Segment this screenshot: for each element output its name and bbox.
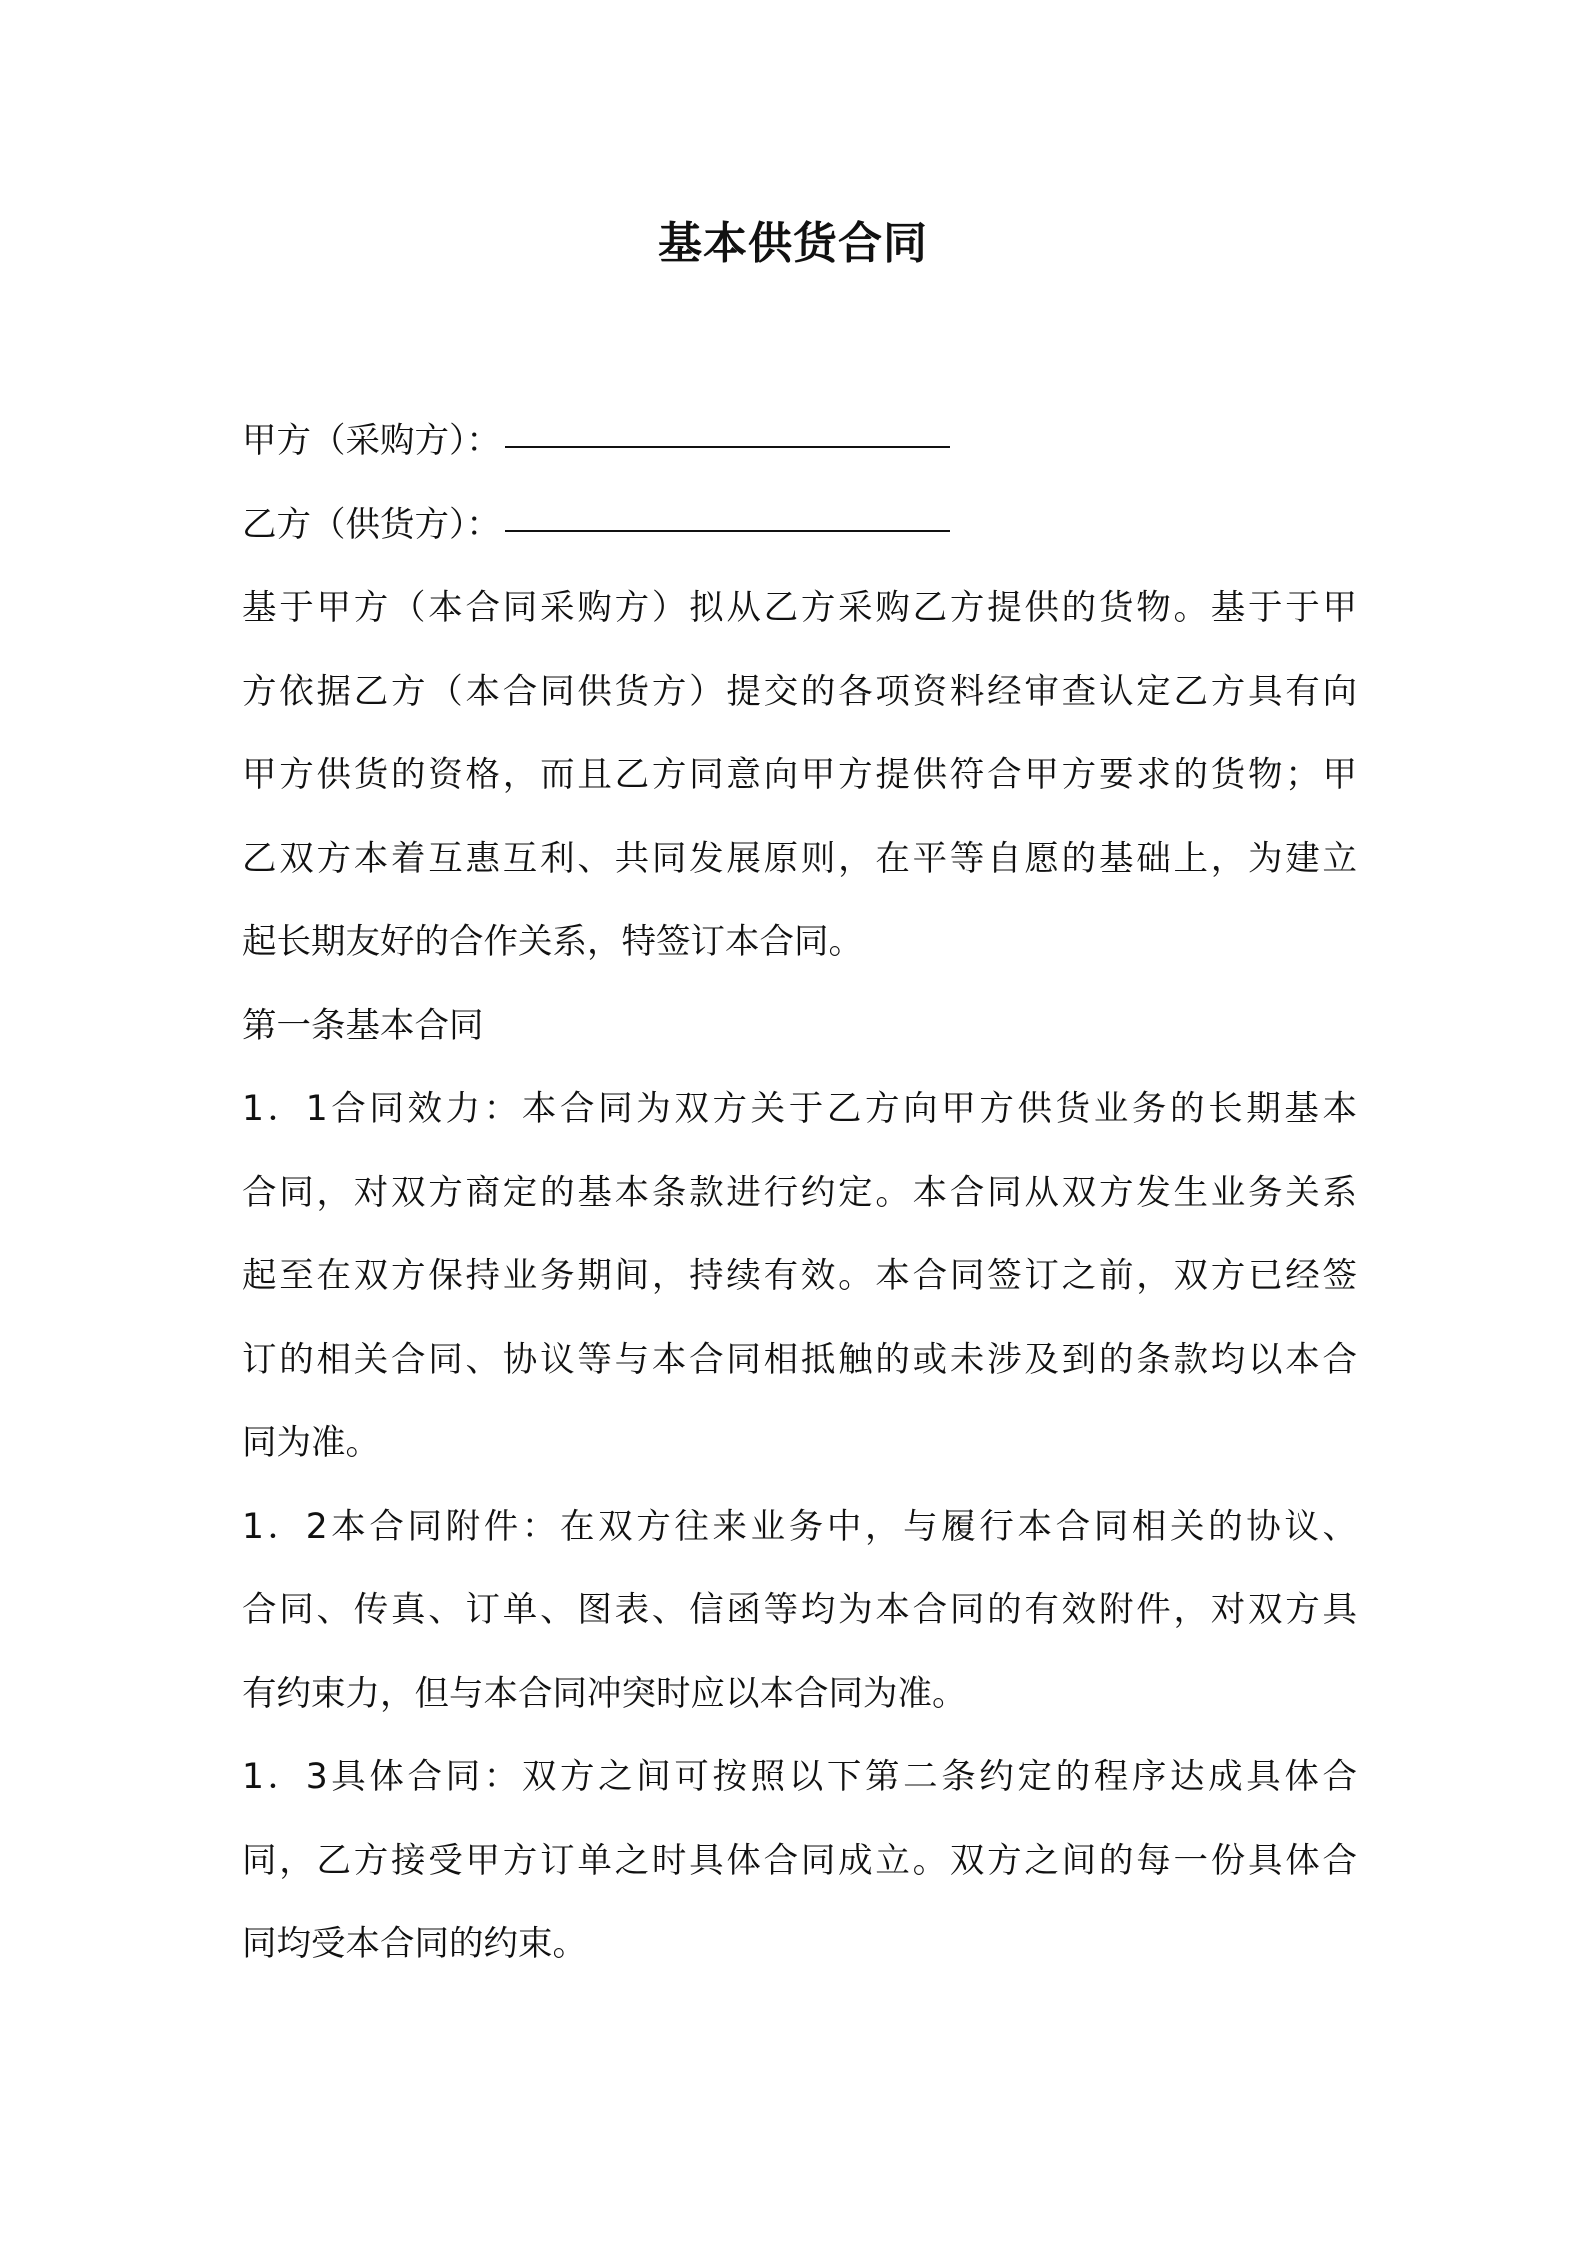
text-line: 甲方供货的资格，而且乙方同意向甲方提供符合甲方要求的货物；甲 (242, 755, 1357, 795)
party-b-blank (505, 494, 950, 532)
text-line: 同为准。 (242, 1423, 380, 1463)
text-line: 1．1合同效力：本合同为双方关于乙方向甲方供货业务的长期基本 (242, 1089, 1357, 1129)
party-b-line (242, 484, 1357, 568)
text-line: 起长期友好的合作关系，特签订本合同。 (242, 922, 863, 962)
text-line: 合同、传真、订单、图表、信函等均为本合同的有效附件，对双方具 (242, 1590, 1357, 1630)
text-line: 有约束力，但与本合同冲突时应以本合同为准。 (242, 1673, 967, 1714)
text-line: 1．3具体合同：双方之间可按照以下第二条约定的程序达成具体合 (242, 1757, 1357, 1797)
document-body (242, 400, 1357, 1987)
text-line: 同，乙方接受甲方订单之时具体合同成立。双方之间的每一份具体合 (242, 1840, 1357, 1881)
document-title: 基本供货合同 (658, 218, 928, 269)
text-line: 乙双方本着互惠互利、共同发展原则，在平等自愿的基础上，为建立 (242, 838, 1357, 879)
text-line: 同均受本合同的约束。 (242, 1924, 587, 1964)
party-b-label: 乙方（供货方）： (242, 504, 501, 545)
section-heading: 第一条基本合同 (242, 1005, 484, 1046)
text-line: 基于甲方（本合同采购方）拟从乙方采购乙方提供的货物。基于于甲 (242, 588, 1357, 628)
text-line: 合同，对双方商定的基本条款进行约定。本合同从双方发生业务关系 (242, 1172, 1357, 1213)
party-a-line (242, 400, 1357, 484)
text-line: 起至在双方保持业务期间，持续有效。本合同签订之前，双方已经签 (242, 1256, 1357, 1296)
text-line: 1．2本合同附件：在双方往来业务中，与履行本合同相关的协议、 (242, 1506, 1357, 1547)
text-line: 订的相关合同、协议等与本合同相抵触的或未涉及到的条款均以本合 (242, 1339, 1357, 1380)
party-a-blank (505, 410, 950, 448)
text-line: 方依据乙方（本合同供货方）提交的各项资料经审查认定乙方具有向 (242, 671, 1357, 712)
party-a-label: 甲方（采购方）： (242, 421, 501, 461)
